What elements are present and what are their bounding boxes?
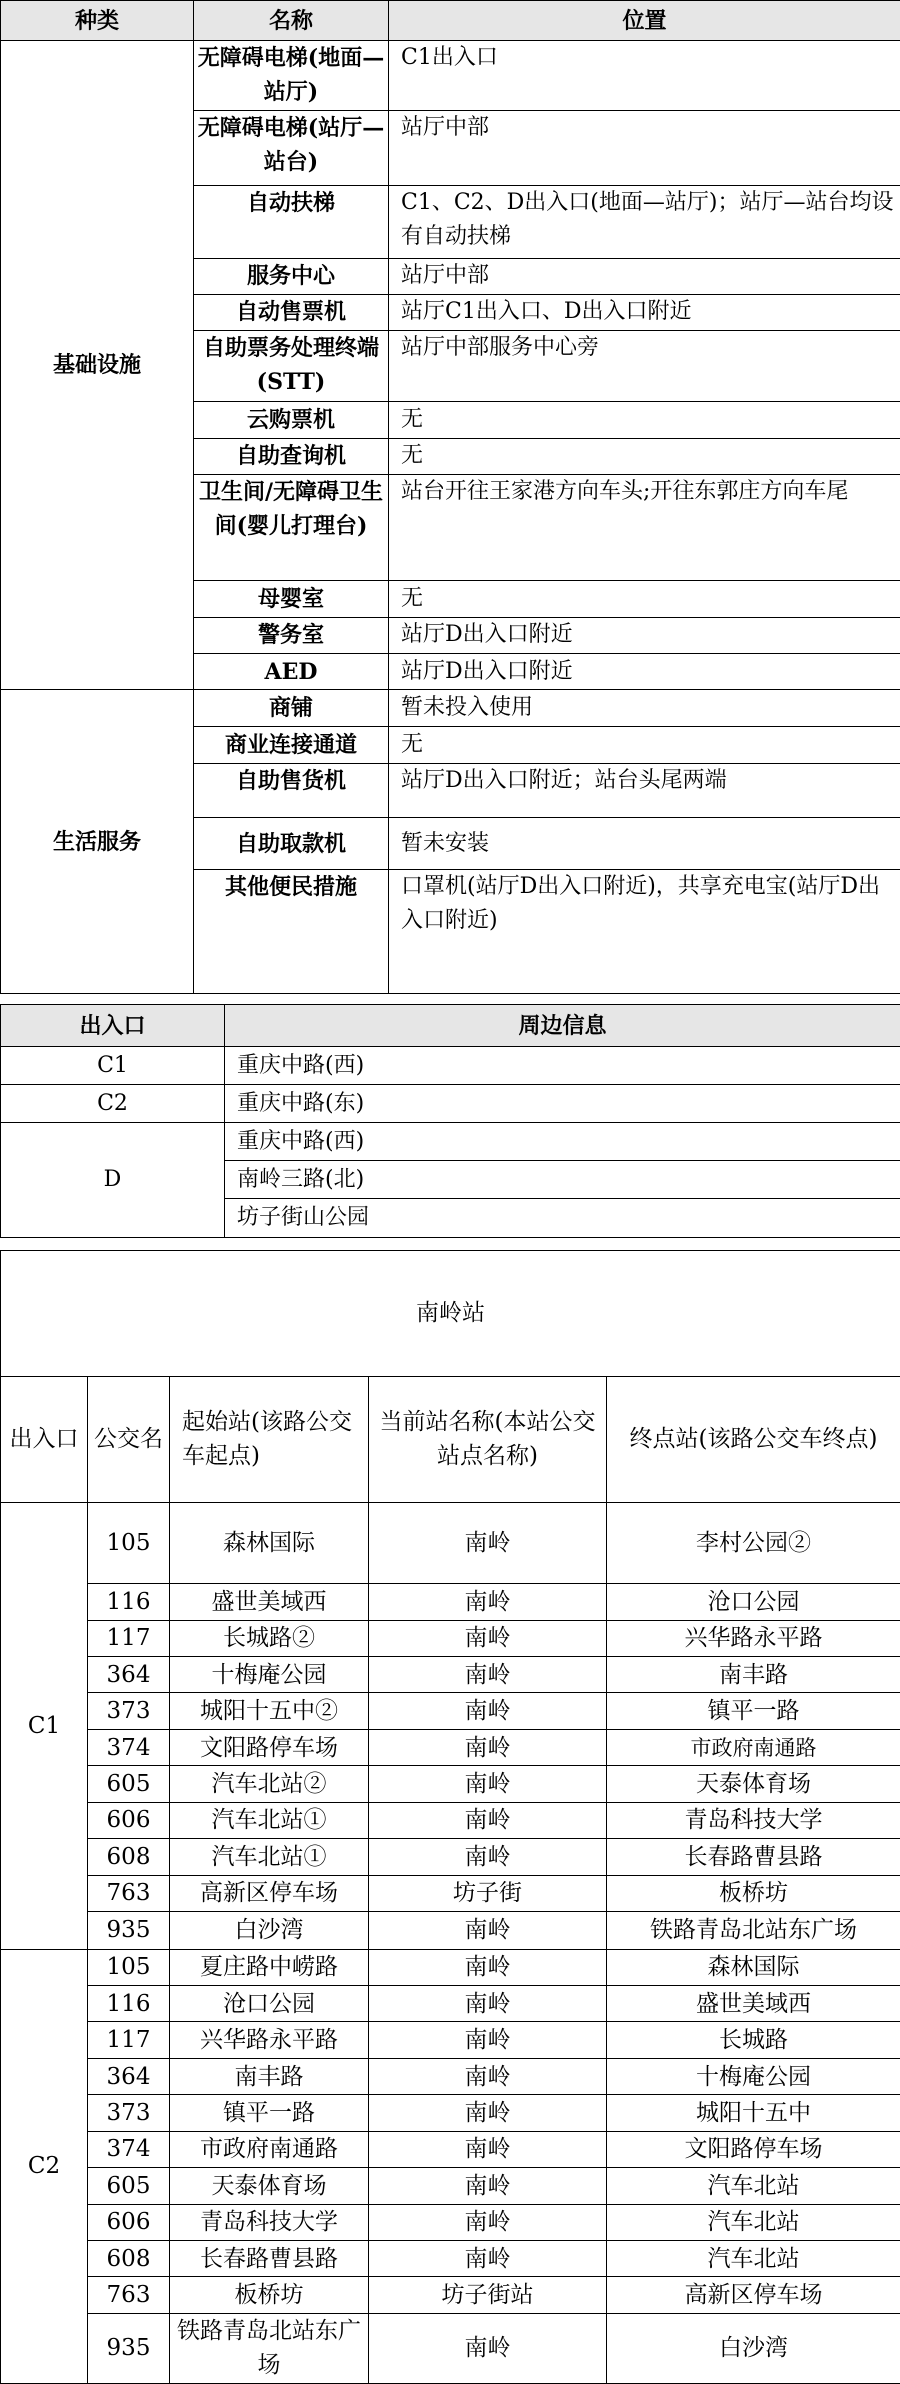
current-station-cell: 南岭 [369,1729,607,1765]
facility-name: 母婴室 [194,581,389,617]
end-station-cell: 铁路青岛北站东广场 [607,1912,900,1949]
facility-location: 站厅D出入口附近 [389,617,900,653]
surrounding-info: 南岭三路(北) [225,1161,900,1199]
bus-table [0,1250,900,2384]
header-exit: 出入口 [1,1005,225,1047]
start-station-cell: 盛世美域西 [170,1584,369,1620]
facility-location: 站厅C1出入口、D出入口附近 [389,294,900,330]
facility-location: 无 [389,581,900,617]
facility-name: 自助票务处理终端(STT) [194,330,389,401]
facility-name: 无障碍电梯(地面—站厅) [194,41,389,110]
exit-cell: C1 [1,1047,225,1085]
end-station-cell: 长城路 [607,2022,900,2058]
facility-name: 自助查询机 [194,438,389,474]
current-station-cell: 南岭 [369,1503,607,1584]
bus-line-cell: 373 [88,1693,170,1729]
facility-location: 暂未安装 [389,817,900,869]
end-station-cell: 十梅庵公园 [607,2058,900,2094]
current-station-cell: 南岭 [369,1985,607,2021]
exits-header-row [1,1005,900,1047]
facility-location: 无 [389,438,900,474]
start-station-cell: 高新区停车场 [170,1875,369,1911]
table-row [1,690,900,727]
facility-location: 无 [389,727,900,763]
facility-location: 站厅中部 [389,110,900,185]
facility-location: 站台开往王家港方向车头;开往东郭庄方向车尾 [389,474,900,581]
end-station-cell: 青岛科技大学 [607,1802,900,1838]
surrounding-info: 重庆中路(西) [225,1123,900,1161]
current-station-cell: 南岭 [369,2095,607,2131]
start-station-cell: 长春路曹县路 [170,2241,369,2277]
table-row [1,1656,900,1692]
bus-line-cell: 105 [88,1949,170,1985]
current-station-cell: 南岭 [369,2131,607,2167]
bus-line-cell: 373 [88,2095,170,2131]
exit-cell: D [1,1123,225,1238]
start-station-cell: 南丰路 [170,2058,369,2094]
table-row [1,1584,900,1620]
end-station-cell: 城阳十五中 [607,2095,900,2131]
bus-line-cell: 935 [88,1912,170,1949]
end-station-cell: 沧口公园 [607,1584,900,1620]
bus-line-cell: 606 [88,2204,170,2240]
start-station-cell: 兴华路永平路 [170,2022,369,2058]
table-row [1,2204,900,2240]
end-station-cell: 板桥坊 [607,1875,900,1911]
current-station-cell: 南岭 [369,2204,607,2240]
exit-cell: C2 [1,1949,88,2384]
start-station-cell: 汽车北站① [170,1802,369,1838]
end-station-cell: 李村公园② [607,1503,900,1584]
table-row [1,2277,900,2313]
header-exit: 出入口 [1,1376,88,1503]
table-row [1,1912,900,1949]
station-title: 南岭站 [1,1251,900,1377]
facility-name: 其他便民措施 [194,870,389,994]
facility-name: 卫生间/无障碍卫生间(婴儿打理台) [194,474,389,581]
exit-cell: C2 [1,1085,225,1123]
bus-line-cell: 117 [88,1620,170,1656]
current-station-cell: 南岭 [369,2241,607,2277]
current-station-cell: 南岭 [369,2313,607,2383]
end-station-cell: 汽车北站 [607,2204,900,2240]
current-station-cell: 南岭 [369,1656,607,1692]
start-station-cell: 城阳十五中② [170,1693,369,1729]
table-row [1,2095,900,2131]
table-row [1,1620,900,1656]
bus-line-cell: 606 [88,1802,170,1838]
table-row [1,1839,900,1875]
header-surroundings: 周边信息 [225,1005,900,1047]
end-station-cell: 高新区停车场 [607,2277,900,2313]
bus-line-cell: 116 [88,1584,170,1620]
current-station-cell: 南岭 [369,1912,607,1949]
facility-name: 自助取款机 [194,817,389,869]
start-station-cell: 天泰体育场 [170,2168,369,2204]
bus-line-cell: 364 [88,1656,170,1692]
current-station-cell: 南岭 [369,1839,607,1875]
start-station-cell: 铁路青岛北站东广场 [170,2313,369,2383]
current-station-cell: 南岭 [369,2058,607,2094]
table-row [1,1503,900,1584]
table-row [1,1766,900,1802]
bus-line-cell: 608 [88,1839,170,1875]
header-bus-name: 公交名 [88,1376,170,1503]
end-station-cell: 天泰体育场 [607,1766,900,1802]
header-start-station: 起始站(该路公交车起点) [170,1376,369,1503]
table-row [1,2022,900,2058]
facility-name: 无障碍电梯(站厅—站台) [194,110,389,185]
end-station-cell: 镇平一路 [607,1693,900,1729]
surrounding-info: 重庆中路(东) [225,1085,900,1123]
end-station-cell: 南丰路 [607,1656,900,1692]
table-row [1,1085,900,1123]
exit-cell: C1 [1,1503,88,1949]
current-station-cell: 南岭 [369,1620,607,1656]
bus-line-cell: 763 [88,1875,170,1911]
table-row [1,1949,900,1985]
table-row [1,2168,900,2204]
bus-line-cell: 105 [88,1503,170,1584]
bus-line-cell: 605 [88,2168,170,2204]
table-row [1,1729,900,1765]
bus-line-cell: 763 [88,2277,170,2313]
start-station-cell: 沧口公园 [170,1985,369,2021]
header-end-station: 终点站(该路公交车终点) [607,1376,900,1503]
facility-name: 服务中心 [194,258,389,294]
current-station-cell: 南岭 [369,1693,607,1729]
table-row [1,1123,900,1161]
end-station-cell: 盛世美域西 [607,1985,900,2021]
facility-name: 自动售票机 [194,294,389,330]
table-row [1,1802,900,1838]
start-station-cell: 森林国际 [170,1503,369,1584]
start-station-cell: 长城路② [170,1620,369,1656]
end-station-cell: 汽车北站 [607,2241,900,2277]
table-row [1,1047,900,1085]
facility-name: 自助售货机 [194,763,389,817]
end-station-cell: 白沙湾 [607,2313,900,2383]
end-station-cell: 文阳路停车场 [607,2131,900,2167]
facility-location: 站厅中部 [389,258,900,294]
start-station-cell: 青岛科技大学 [170,2204,369,2240]
facilities-header-row [1,1,900,41]
current-station-cell: 南岭 [369,1949,607,1985]
bus-line-cell: 116 [88,1985,170,2021]
current-station-cell: 坊子街站 [369,2277,607,2313]
bus-line-cell: 605 [88,1766,170,1802]
current-station-cell: 南岭 [369,1802,607,1838]
current-station-cell: 南岭 [369,2022,607,2058]
table-row [1,1693,900,1729]
header-location: 位置 [389,1,900,41]
start-station-cell: 文阳路停车场 [170,1729,369,1765]
table-row [1,1985,900,2021]
category-cell: 基础设施 [1,41,194,690]
bus-line-cell: 374 [88,2131,170,2167]
facility-location: 站厅中部服务中心旁 [389,330,900,401]
table-row [1,2058,900,2094]
facility-name: 云购票机 [194,402,389,438]
start-station-cell: 白沙湾 [170,1912,369,1949]
exits-table [0,1004,900,1238]
table-row [1,2131,900,2167]
facility-location: 站厅D出入口附近；站台头尾两端 [389,763,900,817]
start-station-cell: 夏庄路中崂路 [170,1949,369,1985]
bus-line-cell: 608 [88,2241,170,2277]
surrounding-info: 坊子街山公园 [225,1199,900,1238]
facility-location: 站厅D出入口附近 [389,653,900,689]
current-station-cell: 南岭 [369,1766,607,1802]
facilities-table [0,0,900,994]
end-station-cell: 汽车北站 [607,2168,900,2204]
bus-header-row [1,1376,900,1503]
start-station-cell: 十梅庵公园 [170,1656,369,1692]
end-station-cell: 森林国际 [607,1949,900,1985]
start-station-cell: 汽车北站① [170,1839,369,1875]
start-station-cell: 汽车北站② [170,1766,369,1802]
end-station-cell: 长春路曹县路 [607,1839,900,1875]
header-name: 名称 [194,1,389,41]
current-station-cell: 南岭 [369,2168,607,2204]
start-station-cell: 市政府南通路 [170,2131,369,2167]
bus-line-cell: 117 [88,2022,170,2058]
facility-name: 商铺 [194,690,389,727]
table-row [1,1875,900,1911]
bus-line-cell: 364 [88,2058,170,2094]
category-cell: 生活服务 [1,690,194,994]
bus-line-cell: 374 [88,1729,170,1765]
facility-name: 自动扶梯 [194,186,389,258]
facility-name: 警务室 [194,617,389,653]
table-row [1,2241,900,2277]
facility-name: 商业连接通道 [194,727,389,763]
facility-location: 暂未投入使用 [389,690,900,727]
facility-location: C1、C2、D出入口(地面—站厅)；站厅—站台均设有自动扶梯 [389,186,900,258]
bus-line-cell: 935 [88,2313,170,2383]
start-station-cell: 镇平一路 [170,2095,369,2131]
start-station-cell: 板桥坊 [170,2277,369,2313]
surrounding-info: 重庆中路(西) [225,1047,900,1085]
facility-location: 无 [389,402,900,438]
current-station-cell: 坊子街 [369,1875,607,1911]
header-category: 种类 [1,1,194,41]
facility-location: C1出入口 [389,41,900,110]
end-station-cell: 兴华路永平路 [607,1620,900,1656]
table-row [1,2313,900,2383]
bus-title-row [1,1251,900,1377]
facility-location: 口罩机(站厅D出入口附近)，共享充电宝(站厅D出入口附近) [389,870,900,994]
end-station-cell: 市政府南通路 [607,1729,900,1765]
current-station-cell: 南岭 [369,1584,607,1620]
table-row [1,41,900,110]
header-current-station: 当前站名称(本站公交站点名称) [369,1376,607,1503]
facility-name: AED [194,653,389,689]
